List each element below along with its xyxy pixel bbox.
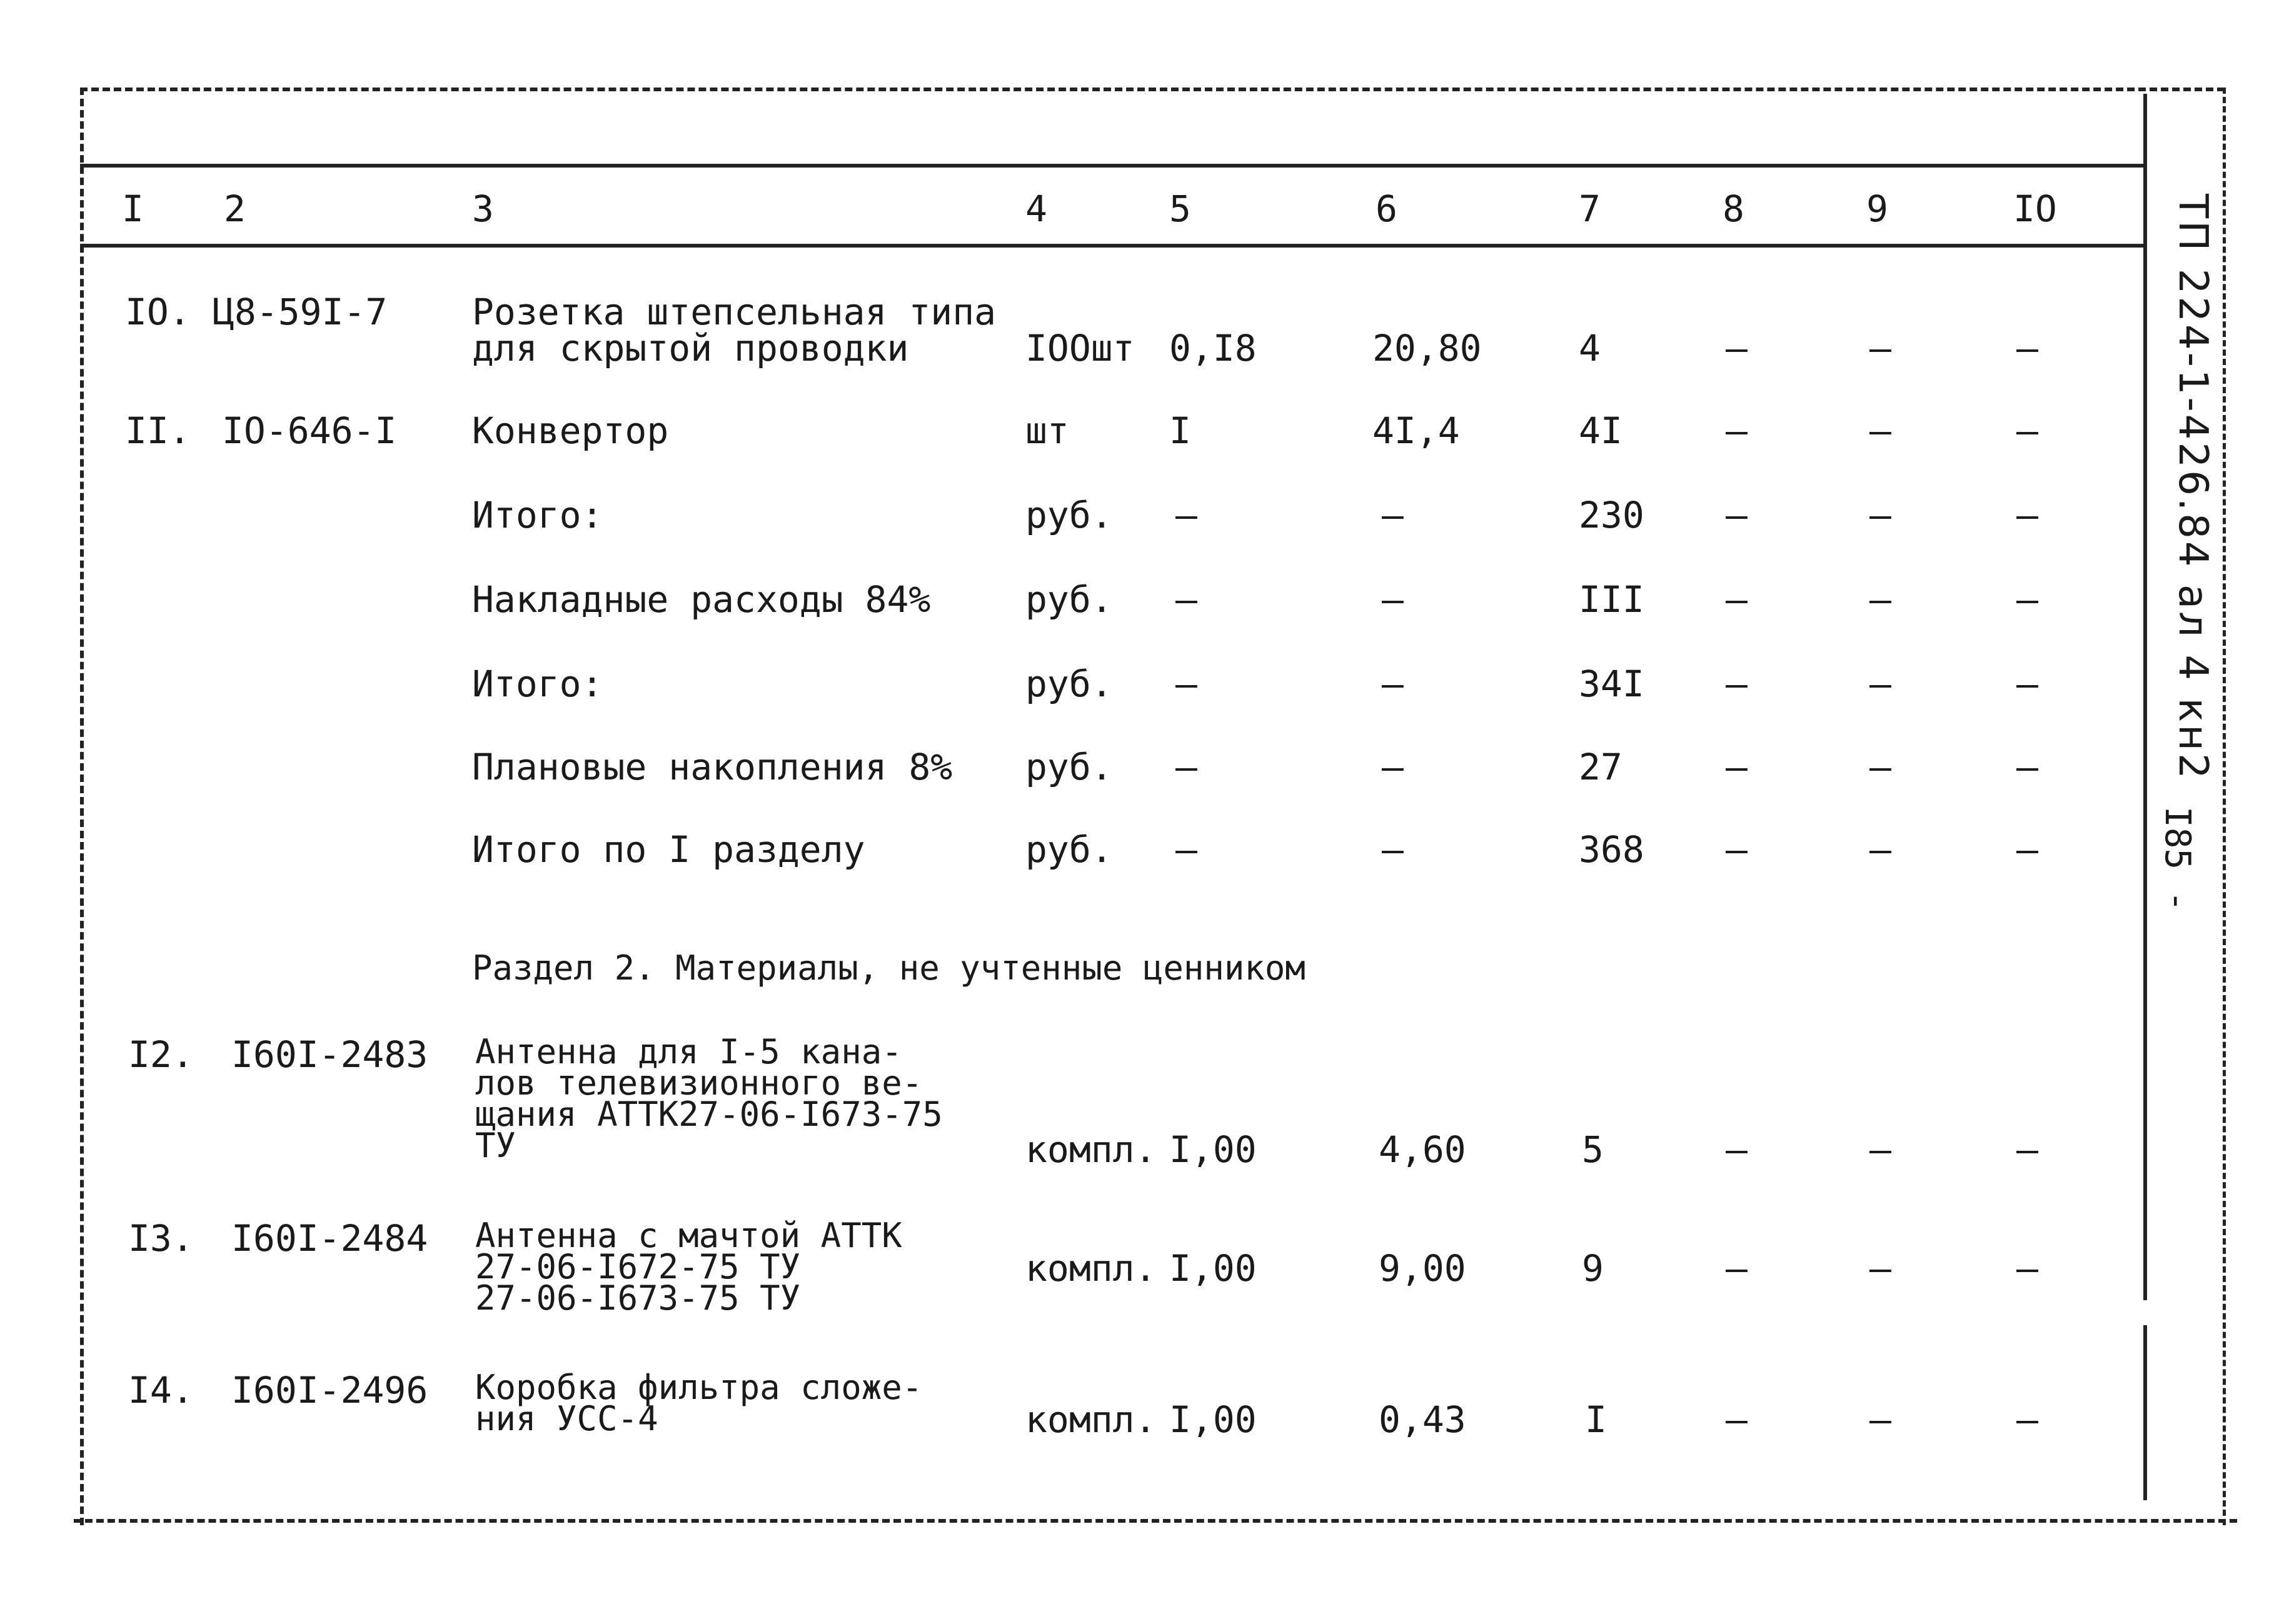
document-code-stamp: ТП 224-1-426.84 ал 4 кн2: [2170, 194, 2216, 781]
row-unit: компл.: [1025, 1247, 1157, 1290]
row-col9: –: [1869, 1398, 1891, 1441]
row-unit: руб.: [1025, 494, 1113, 536]
col-header-5: 5: [1169, 188, 1191, 230]
col-header-6: 6: [1376, 188, 1397, 230]
row-price: 4I,4: [1372, 409, 1460, 452]
section-heading: Раздел 2. Материалы, не учтенные ценником: [472, 948, 1305, 988]
row-col8: –: [1726, 409, 1748, 452]
row-description: Коробка фильтра сложе- ния УСС-4: [475, 1368, 923, 1438]
table-top-rule: [80, 164, 2143, 168]
row-description: Антенна с мачтой АТТК 27-06-I672-75 ТУ 27-06-I673-75 ТУ: [475, 1216, 902, 1318]
header-rule: [80, 244, 2143, 248]
row-col10: –: [2016, 663, 2038, 705]
row-code: I60I-2496: [231, 1369, 428, 1411]
frame-left-border: [80, 88, 84, 1525]
side-margin-line: [2143, 94, 2147, 1300]
row-price: 0,43: [1379, 1398, 1466, 1441]
row-col8: –: [1726, 578, 1748, 621]
row-col8: –: [1726, 494, 1748, 536]
row-price: –: [1382, 494, 1404, 536]
col-header-3: 3: [472, 188, 494, 230]
row-col8: –: [1726, 663, 1748, 705]
row-quantity: I,00: [1169, 1128, 1257, 1171]
row-quantity: –: [1175, 828, 1197, 871]
row-col9: –: [1869, 1247, 1891, 1290]
row-number: II.: [125, 409, 191, 452]
row-col9: –: [1869, 578, 1891, 621]
row-col9: –: [1869, 1128, 1891, 1171]
col-header-9: 9: [1866, 188, 1888, 230]
frame-bottom-border: [74, 1519, 2237, 1523]
row-code: IO-646-I: [222, 409, 397, 452]
row-quantity: –: [1175, 494, 1197, 536]
row-unit: компл.: [1025, 1128, 1157, 1171]
row-total: 368: [1579, 828, 1644, 871]
row-unit: IOOшт: [1025, 327, 1135, 369]
row-col10: –: [2016, 1128, 2038, 1171]
row-total: I: [1585, 1398, 1607, 1441]
row-col9: –: [1869, 663, 1891, 705]
row-col9: –: [1869, 828, 1891, 871]
row-col10: –: [2016, 578, 2038, 621]
col-header-8: 8: [1723, 188, 1744, 230]
row-price: 20,80: [1372, 327, 1482, 369]
row-col10: –: [2016, 327, 2038, 369]
row-col10: –: [2016, 409, 2038, 452]
row-col10: –: [2016, 828, 2038, 871]
row-price: –: [1382, 578, 1404, 621]
row-quantity: –: [1175, 578, 1197, 621]
row-description: Конвертор: [472, 409, 669, 452]
row-col9: –: [1869, 327, 1891, 369]
col-header-10: IO: [2013, 188, 2057, 230]
row-price: –: [1382, 828, 1404, 871]
row-unit: компл.: [1025, 1398, 1157, 1441]
row-description: Плановые накопления 8%: [472, 746, 953, 788]
frame-top-border: [80, 88, 2225, 91]
row-col9: –: [1869, 746, 1891, 788]
row-unit: шт: [1025, 409, 1069, 452]
frame-right-border: [2223, 88, 2226, 1525]
col-header-2: 2: [224, 188, 246, 230]
row-col10: –: [2016, 1247, 2038, 1290]
row-total: 34I: [1579, 663, 1644, 705]
col-header-7: 7: [1579, 188, 1601, 230]
row-price: 9,00: [1379, 1247, 1466, 1290]
row-quantity: I,00: [1169, 1247, 1257, 1290]
col-header-4: 4: [1025, 188, 1047, 230]
row-total: 9: [1582, 1247, 1604, 1290]
row-unit: руб.: [1025, 663, 1113, 705]
row-code: I60I-2484: [231, 1217, 428, 1260]
row-total: 27: [1579, 746, 1622, 788]
row-number: I3.: [128, 1217, 194, 1260]
col-header-1: I: [122, 188, 144, 230]
page-number: I85 -: [2157, 806, 2198, 912]
row-quantity: I,00: [1169, 1398, 1257, 1441]
row-col10: –: [2016, 494, 2038, 536]
row-total: 5: [1582, 1128, 1604, 1171]
row-description: Накладные расходы 84%: [472, 578, 931, 621]
row-total: 4I: [1579, 409, 1622, 452]
row-col8: –: [1726, 327, 1748, 369]
row-col8: –: [1726, 746, 1748, 788]
row-description: Итого:: [472, 663, 603, 705]
row-col8: –: [1726, 1128, 1748, 1171]
row-quantity: I: [1169, 409, 1191, 452]
row-total: 4: [1579, 327, 1601, 369]
row-quantity: –: [1175, 746, 1197, 788]
row-price: –: [1382, 746, 1404, 788]
row-code: Ц8-59I-7: [213, 291, 388, 333]
row-unit: руб.: [1025, 578, 1113, 621]
row-col8: –: [1726, 1398, 1748, 1441]
row-description: Итого:: [472, 494, 603, 536]
row-col10: –: [2016, 1398, 2038, 1441]
row-quantity: 0,I8: [1169, 327, 1257, 369]
row-number: IO.: [125, 291, 191, 333]
row-code: I60I-2483: [231, 1033, 428, 1076]
row-number: I4.: [128, 1369, 194, 1411]
row-number: I2.: [128, 1033, 194, 1076]
row-col9: –: [1869, 409, 1891, 452]
row-col8: –: [1726, 1247, 1748, 1290]
row-total: III: [1579, 578, 1644, 621]
row-description: Розетка штепсельная типа для скрытой проводки: [472, 291, 997, 369]
row-col8: –: [1726, 828, 1748, 871]
row-price: –: [1382, 663, 1404, 705]
row-total: 230: [1579, 494, 1644, 536]
row-unit: руб.: [1025, 828, 1113, 871]
row-description: Антенна для I-5 кана- лов телевизионного ве- щания АТТК27-06-I673-75 ТУ: [475, 1032, 943, 1165]
row-col10: –: [2016, 746, 2038, 788]
row-quantity: –: [1175, 663, 1197, 705]
row-unit: руб.: [1025, 746, 1113, 788]
row-price: 4,60: [1379, 1128, 1466, 1171]
row-description: Итого по I разделу: [472, 828, 865, 871]
side-margin-line-lower: [2143, 1325, 2147, 1500]
row-col9: –: [1869, 494, 1891, 536]
